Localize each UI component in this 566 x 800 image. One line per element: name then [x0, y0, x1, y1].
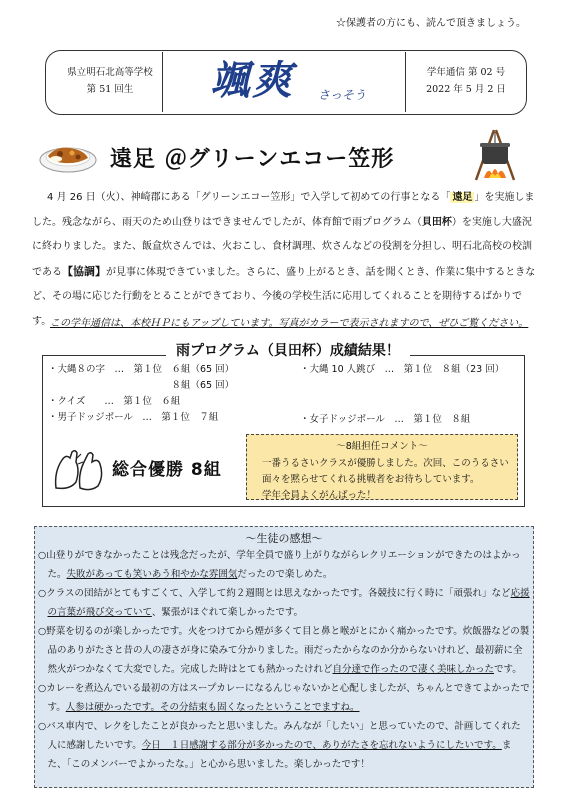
website-notice: この学年通信は、本校ＨＰにもアップしています。写真がカラーで表示されますので、ぜひご覧ください。 — [50, 318, 529, 329]
impression-item: ○山登りができなかったことは残念だったが、学年全員で盛り上がりながらレクリエーションができたのはよかった。失敗があっても笑いあう和やかな雰囲気だったので楽しめた。 — [38, 550, 521, 580]
result-item: ・男子ドッジボール … 第１位 ７組 — [48, 412, 219, 423]
impression-item: ○クラスの団結がとてもすごくて、入学して約２週間とは思えなかったです。各競技に行く時に「頑張れ」など応援の言葉が飛び交っていて、緊張がほぐれて楽しかったです。 — [38, 588, 530, 618]
keyword-kaidahai: 貝田杯 — [421, 216, 452, 228]
school-name: 県立明石北高等学校 — [67, 67, 153, 78]
result-item: ８組（65 回） — [48, 380, 235, 391]
article-body — [32, 186, 538, 334]
comment-line: 一番うるさいクラスが優勝しました。次回、このうるさい — [262, 458, 509, 469]
comment-line: 面々を黙らせてくれる挑戦者をお待ちしています。 — [262, 474, 480, 485]
results-list-right — [300, 362, 520, 378]
curry-rice-icon — [38, 134, 98, 174]
newsletter-title-reading: さっそう — [318, 88, 367, 102]
impressions-list — [38, 546, 530, 774]
result-item: ・クイズ … 第１位 ６組 — [48, 396, 181, 407]
article-paragraph: 4 月 26 日（火）、神崎郡にある「グリーンエコー笠形」で入学して初めての行事となる「 遠足 」を実施しました。残念ながら、雨天のため山登りはできませんでしたが、体育館で雨プログラム（貝田杯）を実施し大盛況に終わりました。また、飯盒炊さんでは、火おこし、食材調理、炊さんなどの役割を分担し、明石北高校の校訓である【協調】が見事に体現できていました。さらに、盛り上がるとき、話を聞くとき、作業に集中するときなど、その場に応じた行動をとることができており、今後の学校生活に応用してくれることを期待するばかりです。 — [32, 192, 536, 327]
teacher-comment — [262, 456, 510, 504]
clapping-hands-icon — [50, 448, 108, 492]
issue-number: 学年通信 第 02 号 — [426, 67, 506, 78]
results-list-left — [48, 362, 288, 426]
comment-line: 学年全員よくがんばった！ — [262, 490, 377, 501]
result-item: ・大縄８の字 … 第１位 ６組（65 回） — [48, 364, 235, 375]
school-info — [62, 64, 158, 98]
header-divider — [162, 52, 163, 112]
keyword-kyocho: 【協調】 — [62, 264, 106, 278]
article-title: 遠足 ＠グリーンエコー笠形 — [110, 147, 395, 172]
class-year: 第 51 回生 — [86, 84, 134, 95]
newsletter-title: 颯爽 — [210, 57, 294, 104]
impression-item: ○野菜を切るのが楽しかったです。火をつけてから煙が多くて目と鼻と喉がとにかく痛かったです。炊飯器などの製品のありがたさと昔の人の凄さが身に染みて分かりました。雨だったからなのか分からないけれど、最初薪に全然火がつかなくて大変でした。完成した時はとても熱かったけれど自分達で作ったので凄く美味しかったです。 — [38, 626, 530, 675]
results-title: 雨プログラム（貝田杯）成績結果！ — [166, 340, 410, 360]
header-divider — [405, 52, 406, 112]
result-item: ・大縄 10 人跳び … 第１位 ８組（23 回） — [300, 364, 505, 375]
impressions-title: ～生徒の感想～ — [245, 532, 323, 545]
issue-info — [410, 64, 522, 98]
overall-winner: 総合優勝 8組 — [112, 460, 222, 480]
impression-item: ○カレーを煮込んでいる最初の方はスープカレーになるんじゃないかと心配しましたが、ちゃんとできてよかったです。人参は硬かったです。その分結束も固くなったということでますね。 — [38, 683, 530, 713]
issue-date: 2022 年 5 月 2 日 — [426, 84, 506, 95]
cooking-pot-icon — [470, 126, 520, 182]
impression-item: ○バス車内で、レクをしたことが良かったと思いました。みんなが「したい」と思っていたので、計画してくれた人に感謝したいです。今日 １日感謝する部分が多かったので、ありがたさを忘れないようにしたいです。また、「このメンバーでよかったな。」と心から思いました。楽しかったです！ — [38, 721, 521, 770]
result-item: ・女子ドッジボール … 第１位 ８組 — [300, 414, 471, 425]
reader-note: ☆保護者の方にも、読んで頂きましょう。 — [336, 18, 526, 29]
keyword-ensoku: 遠足 — [452, 192, 473, 203]
teacher-comment-title: ～8組担任コメント～ — [336, 441, 428, 452]
